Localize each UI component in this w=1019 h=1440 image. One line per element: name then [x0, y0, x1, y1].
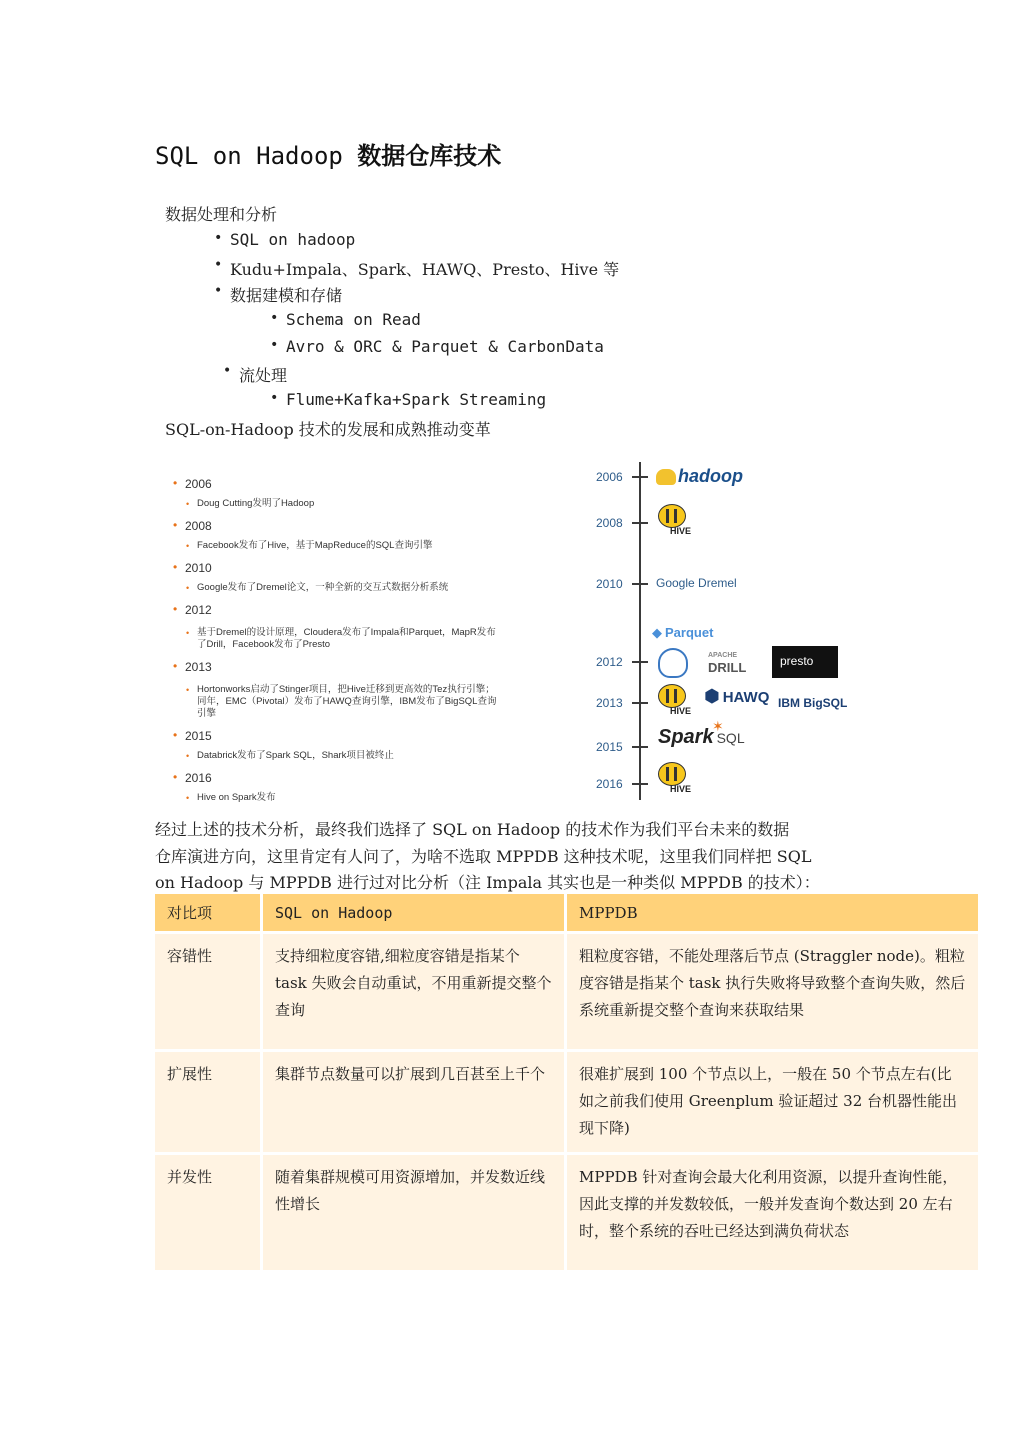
timeline-year: • 2015 — [185, 729, 212, 743]
table-cell: MPPDB 针对查询会最大化利用资源，以提升查询性能，因此支撑的并发数较低，一般并发查询个数达到 20 左右时，整个系统的吞吐已经达到满负荷状态 — [567, 1155, 978, 1273]
hadoop-logo-icon: hadoop — [656, 466, 743, 487]
table-header: MPPDB — [567, 894, 978, 934]
axis-year: 2006 — [596, 470, 623, 484]
timeline-tick — [632, 522, 648, 524]
axis-year: 2015 — [596, 740, 623, 754]
table-cell: 扩展性 — [155, 1052, 263, 1155]
timeline-year: • 2006 — [185, 477, 212, 491]
timeline-year: • 2010 — [185, 561, 212, 575]
parquet-logo-icon: ◆ Parquet — [652, 625, 713, 641]
table-cell: 并发性 — [155, 1155, 263, 1273]
timeline-tick — [632, 661, 648, 663]
page-title — [155, 136, 501, 171]
paragraph-line: on Hadoop 与 MPPDB 进行过对比分析（注 Impala 其实也是一种类似 MPPDB 的技术）： — [155, 873, 820, 892]
timeline-desc: • Hive on Spark发布 — [197, 792, 517, 804]
impala-logo-icon — [658, 648, 688, 678]
hive-logo-icon: HIVE — [656, 684, 690, 718]
table-cell: 粗粒度容错，不能处理落后节点 (Straggler node)。粗粒度容错是指某个 task 执行失败将导致整个查询失败，然后系统重新提交整个查询来获取结果 — [567, 934, 978, 1052]
outline-item-sql-on-hadoop: • SQL on hadoop — [230, 230, 355, 249]
axis-year: 2016 — [596, 777, 623, 791]
axis-year: 2010 — [596, 577, 623, 591]
table-row — [155, 1052, 978, 1155]
table-cell: 很难扩展到 100 个节点以上，一般在 50 个节点左右(比如之前我们使用 Greenplum 验证超过 32 台机器性能出现下降) — [567, 1052, 978, 1155]
presto-logo-icon: presto — [772, 646, 838, 678]
table-header: SQL on Hadoop — [263, 894, 567, 934]
outline-summary: SQL-on-Hadoop 技术的发展和成熟推动变革 — [165, 420, 491, 439]
axis-year: 2013 — [596, 696, 623, 710]
outline-subitem-formats: • Avro & ORC & Parquet & CarbonData — [286, 337, 604, 356]
timeline-desc: • Facebook发布了Hive，基于MapReduce的SQL查询引擎 — [197, 540, 517, 552]
paragraph-line: 仓库演进方向，这里肯定有人问了，为啥不选取 MPPDB 这种技术呢，这里我们同样把 SQL — [155, 847, 812, 866]
drill-logo-icon: APACHE DRILL — [708, 652, 747, 675]
timeline-tick — [632, 583, 648, 585]
timeline-year: • 2016 — [185, 771, 212, 785]
timeline-tick — [632, 702, 648, 704]
table-row — [155, 934, 978, 1052]
axis-year: 2012 — [596, 655, 623, 669]
axis-year: 2008 — [596, 516, 623, 530]
comparison-table — [155, 894, 978, 1273]
title-latin: SQL on Hadoop — [155, 142, 343, 170]
outline-item-modeling: • 数据建模和存储 — [230, 283, 342, 306]
timeline-desc: • Doug Cutting发明了Hadoop — [197, 498, 517, 510]
outline-heading: 数据处理和分析 — [165, 205, 278, 224]
outline-subitem-flume: • Flume+Kafka+Spark Streaming — [286, 390, 546, 409]
timeline-list — [160, 460, 580, 805]
table-cell: 容错性 — [155, 934, 263, 1052]
timeline-desc: • Databrick发布了Spark SQL，Shark项目被终止 — [197, 750, 517, 762]
timeline-figure — [160, 460, 850, 805]
outline-item-streaming: • 流处理 — [239, 363, 287, 386]
dremel-logo-icon: Google Dremel — [656, 576, 737, 590]
outline-item-engines: • Kudu+Impala、Spark、HAWQ、Presto、Hive 等 — [230, 257, 619, 280]
timeline-year: • 2012 — [185, 603, 212, 617]
hive-logo-icon: HIVE — [656, 504, 690, 538]
paragraph-line: 经过上述的技术分析，最终我们选择了 SQL on Hadoop 的技术作为我们平台未来的数据 — [155, 820, 790, 839]
table-header-row — [155, 894, 978, 934]
hive-logo-icon: HIVE — [656, 762, 690, 796]
table-header: 对比项 — [155, 894, 263, 934]
timeline-axis — [639, 462, 641, 800]
table-row — [155, 1155, 978, 1273]
spark-sql-logo-icon: Spark SQL ✶ — [658, 726, 745, 749]
outline-subitem-schema: • Schema on Read — [286, 310, 421, 329]
hawq-logo-icon: ⬢ HAWQ — [704, 686, 769, 707]
timeline-desc: • 基于Dremel的设计原理，Cloudera发布了Impala和Parquet，MapR发布了Drill，Facebook发布了Presto — [197, 627, 497, 651]
title-chinese: 数据仓库技术 — [357, 142, 502, 170]
table-cell: 支持细粒度容错,细粒度容错是指某个 task 失败会自动重试，不用重新提交整个查询 — [263, 934, 567, 1052]
table-cell: 集群节点数量可以扩展到几百甚至上千个 — [263, 1052, 567, 1155]
timeline-year: • 2013 — [185, 660, 212, 674]
timeline-tick — [632, 476, 648, 478]
timeline-tick — [632, 783, 648, 785]
timeline-graphic — [590, 460, 850, 805]
timeline-desc: • Hortonworks启动了Stinger项目，把Hive迁移到更高效的Tez执行引擎；同年，EMC（Pivotal）发布了HAWQ查询引擎，IBM发布了BigSQL查询引擎 — [197, 684, 502, 720]
table-cell: 随着集群规模可用资源增加，并发数近线性增长 — [263, 1155, 567, 1273]
timeline-tick — [632, 746, 648, 748]
ibm-bigsql-logo-icon: IBM BigSQL — [778, 696, 848, 710]
timeline-year: • 2008 — [185, 519, 212, 533]
timeline-desc: • Google发布了Dremel论文，一种全新的交互式数据分析系统 — [197, 582, 517, 594]
